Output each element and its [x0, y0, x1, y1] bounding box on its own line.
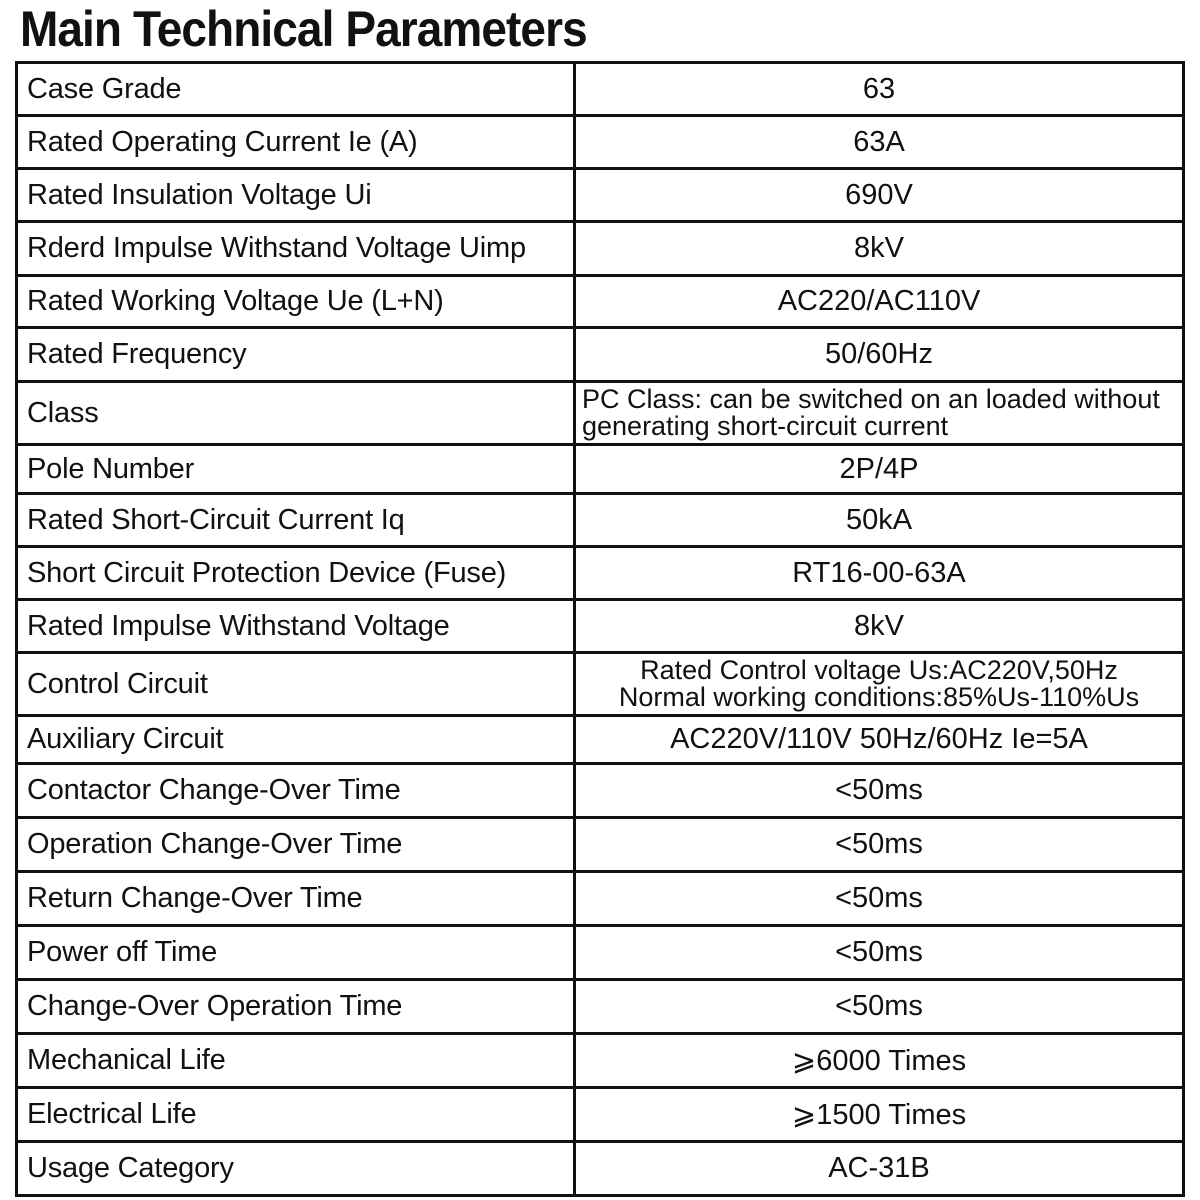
row-value [575, 653, 1184, 716]
table-row [17, 547, 1184, 600]
row-value: 63 [575, 63, 1184, 116]
value-line: Rated Control voltage Us:AC220V,50Hz [640, 655, 1118, 685]
table-row [17, 716, 1184, 764]
row-label: Rated Insulation Voltage Ui [17, 169, 575, 222]
value-line: PC Class: can be switched on an loaded without [582, 384, 1160, 414]
row-value: <50ms [575, 818, 1184, 872]
table-row [17, 980, 1184, 1034]
row-value: <50ms [575, 872, 1184, 926]
row-label: Operation Change-Over Time [17, 818, 575, 872]
row-value [575, 382, 1184, 445]
parameters-table [15, 61, 1185, 1197]
page-title: Main Technical Parameters [20, 1, 587, 57]
value-line: generating short-circuit current [582, 411, 949, 441]
row-value: AC220/AC110V [575, 276, 1184, 328]
table-row [17, 222, 1184, 276]
table-row [17, 1034, 1184, 1088]
table-row [17, 328, 1184, 382]
table-row [17, 818, 1184, 872]
row-label: Power off Time [17, 926, 575, 980]
row-label: Rated Operating Current Ie (A) [17, 116, 575, 169]
row-value: 690V [575, 169, 1184, 222]
row-value: <50ms [575, 926, 1184, 980]
row-label: Mechanical Life [17, 1034, 575, 1088]
table-row [17, 169, 1184, 222]
table-row [17, 764, 1184, 818]
row-value: 2P/4P [575, 445, 1184, 494]
row-value: <50ms [575, 764, 1184, 818]
table-row [17, 445, 1184, 494]
row-label: Change-Over Operation Time [17, 980, 575, 1034]
row-label: Rated Working Voltage Ue (L+N) [17, 276, 575, 328]
row-label: Class [17, 382, 575, 445]
row-value: AC220V/110V 50Hz/60Hz Ie=5A [575, 716, 1184, 764]
row-label: Usage Category [17, 1142, 575, 1196]
table-row [17, 276, 1184, 328]
row-label: Contactor Change-Over Time [17, 764, 575, 818]
row-label: Case Grade [17, 63, 575, 116]
table-row [17, 872, 1184, 926]
row-label: Auxiliary Circuit [17, 716, 575, 764]
row-label: Control Circuit [17, 653, 575, 716]
table-row [17, 926, 1184, 980]
row-label: Rated Short-Circuit Current Iq [17, 494, 575, 547]
table-row [17, 600, 1184, 653]
row-value: 63A [575, 116, 1184, 169]
value-line: Normal working conditions:85%Us-110%Us [618, 682, 1140, 712]
table-row [17, 494, 1184, 547]
row-label: Rated Impulse Withstand Voltage [17, 600, 575, 653]
table-row [17, 382, 1184, 445]
row-value: ⩾6000 Times [575, 1034, 1184, 1088]
table-row [17, 653, 1184, 716]
row-value: RT16-00-63A [575, 547, 1184, 600]
row-value: 8kV [575, 600, 1184, 653]
row-label: Short Circuit Protection Device (Fuse) [17, 547, 575, 600]
row-value: 50/60Hz [575, 328, 1184, 382]
row-label: Electrical Life [17, 1088, 575, 1142]
row-label: Pole Number [17, 445, 575, 494]
row-value: 8kV [575, 222, 1184, 276]
table-row [17, 1142, 1184, 1196]
row-label: Rated Frequency [17, 328, 575, 382]
row-value: 50kA [575, 494, 1184, 547]
table-row [17, 63, 1184, 116]
table-row [17, 1088, 1184, 1142]
row-value: <50ms [575, 980, 1184, 1034]
row-label: Return Change-Over Time [17, 872, 575, 926]
table-row [17, 116, 1184, 169]
row-label: Rderd Impulse Withstand Voltage Uimp [17, 222, 575, 276]
row-value: ⩾1500 Times [575, 1088, 1184, 1142]
row-value: AC-31B [575, 1142, 1184, 1196]
